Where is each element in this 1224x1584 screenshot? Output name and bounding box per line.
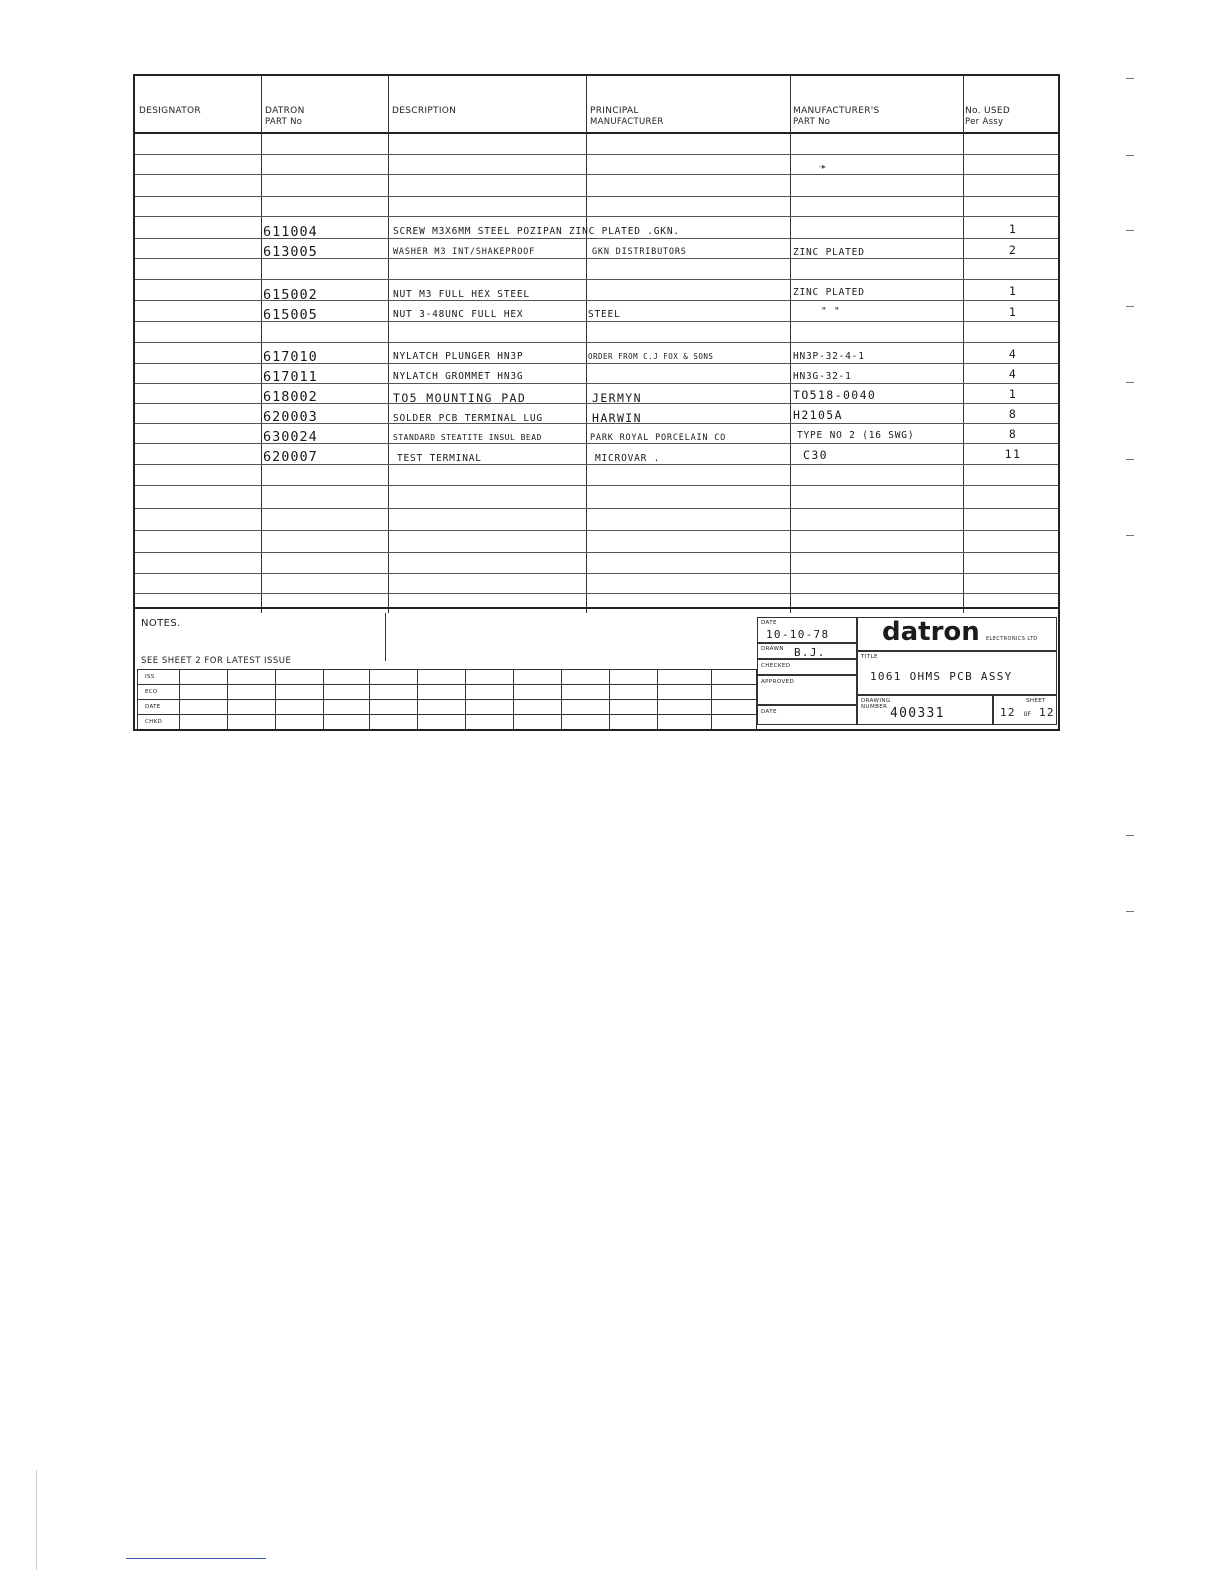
date-label: DATE: [761, 620, 777, 626]
title-block: [135, 607, 1058, 731]
issue-grid-line: [137, 669, 757, 670]
table-header: [135, 76, 1058, 134]
row-divider: [135, 196, 1058, 197]
eco-row-label: ECO: [145, 689, 158, 695]
margin-tick: [1126, 911, 1134, 912]
part-number-cell: 611004: [263, 224, 318, 240]
issue-grid-line: [137, 714, 757, 715]
date-value: 10-10-78: [766, 628, 830, 641]
column-divider: [963, 76, 964, 613]
drawn-value: B.J.: [794, 646, 826, 659]
description-cell: NYLATCH PLUNGER HN3P: [393, 351, 524, 362]
company-subtitle: ELECTRONICS LTD: [986, 636, 1038, 642]
mfr-part-cell: HN3P-32-4-1: [793, 351, 865, 362]
description-cell: SOLDER PCB TERMINAL LUG: [393, 413, 543, 424]
date-row-label: DATE: [145, 704, 161, 710]
header-qty-line2: Per Assy: [965, 117, 1004, 127]
column-divider: [261, 76, 262, 613]
checked-row-label: CHKD: [145, 719, 163, 725]
margin-tick: [1126, 306, 1134, 307]
drawing-number-value: 400331: [890, 706, 945, 721]
mfr-part-cell: HN3G-32-1: [793, 371, 852, 382]
issue-grid-line: [275, 669, 276, 729]
header-manufacturer: [590, 106, 664, 128]
manufacturer-cell: JERMYN: [592, 391, 642, 405]
part-number-cell: 620003: [263, 409, 318, 425]
issue-grid-line: [711, 669, 712, 729]
column-divider: [790, 76, 791, 613]
issue-grid-line: [417, 669, 418, 729]
description-cell: NYLATCH GROMMET HN3G: [393, 371, 524, 382]
row-divider: [135, 573, 1058, 574]
issue-grid-line: [609, 669, 610, 729]
mfr-part-cell: ZINC PLATED: [793, 287, 865, 298]
quantity-cell: 4: [1008, 347, 1018, 361]
mfr-part-cell: TO518-0040: [793, 388, 877, 402]
row-divider: [135, 593, 1058, 594]
issue-row-label: ISS: [145, 674, 155, 680]
header-manufacturer-line1: PRINCIPAL: [590, 106, 639, 116]
row-divider: [135, 154, 1058, 155]
description-cell: TO5 MOUNTING PAD: [393, 391, 527, 405]
sheet-current: 12: [1000, 706, 1016, 719]
title-box: [857, 651, 1057, 695]
row-divider: [135, 216, 1058, 217]
row-divider: [135, 530, 1058, 531]
datron-logo: datron: [882, 617, 980, 647]
row-divider: [135, 485, 1058, 486]
approved-box: [757, 675, 857, 705]
description-cell: NUT M3 FULL HEX STEEL: [393, 289, 530, 300]
header-qty-line1: No. USED: [965, 106, 1011, 116]
issue-grid-line: [465, 669, 466, 729]
scan-underline: [126, 1558, 266, 1559]
quantity-cell: 1: [1008, 222, 1018, 236]
part-number-cell: 618002: [263, 389, 318, 405]
part-number-cell: 615005: [263, 307, 318, 323]
sheet-of: OF: [1023, 711, 1032, 718]
issue-grid-line: [179, 669, 180, 729]
header-part-no: [265, 106, 305, 128]
header-qty: [965, 106, 1010, 128]
notes-text: SEE SHEET 2 FOR LATEST ISSUE: [141, 656, 292, 666]
mfr-part-cell: C30: [803, 448, 828, 462]
row-divider: [135, 552, 1058, 553]
approved-label: APPROVED: [761, 679, 795, 685]
header-designator: DESIGNATOR: [139, 106, 201, 116]
drawing-title: 1061 OHMS PCB ASSY: [870, 670, 1013, 683]
quantity-cell: 4: [1008, 367, 1018, 381]
margin-tick: [1126, 78, 1134, 79]
issue-grid-line: [137, 699, 757, 700]
margin-tick: [1126, 230, 1134, 231]
row-divider: [135, 279, 1058, 280]
margin-tick: [1126, 155, 1134, 156]
part-number-cell: 630024: [263, 429, 318, 445]
issue-grid-line: [323, 669, 324, 729]
margin-tick: [1126, 382, 1134, 383]
sheet-label: SHEET: [1026, 698, 1046, 704]
description-cell: SCREW M3X6MM STEEL POZIPAN ZINC PLATED .GKN.: [393, 226, 680, 237]
manufacturer-cell: HARWIN: [592, 411, 642, 425]
parts-list-sheet: [133, 74, 1060, 731]
drawing-number-label: DRAWING NUMBER: [861, 698, 891, 710]
header-description: DESCRIPTION: [392, 106, 457, 116]
margin-tick: [1126, 835, 1134, 836]
date-box: [757, 617, 857, 643]
sheet-number: [1000, 706, 1055, 719]
quantity-cell: 1: [1008, 284, 1018, 298]
description-cell: WASHER M3 INT/SHAKEPROOF: [393, 247, 536, 257]
issue-grid-line: [137, 684, 757, 685]
date2-box: [757, 705, 857, 725]
issue-grid-line: [513, 669, 514, 729]
header-manufacturer-line2: MANUFACTURER: [590, 117, 664, 127]
quantity-cell: 8: [1008, 427, 1018, 441]
quantity-cell: 2: [1008, 243, 1018, 257]
quantity-cell: 8: [1008, 407, 1018, 421]
sheet-total: 12: [1038, 706, 1055, 719]
date2-label: DATE: [761, 709, 777, 715]
row-divider: [135, 508, 1058, 509]
drawn-box: [757, 643, 857, 659]
mfr-part-cell: TYPE NO 2 (16 SWG): [797, 430, 915, 441]
row-divider: [135, 342, 1058, 343]
header-part-no-line2: PART No: [265, 117, 303, 127]
row-divider: [135, 174, 1058, 175]
checked-box: [757, 659, 857, 675]
issue-grid-line: [561, 669, 562, 729]
manufacturer-cell: PARK ROYAL PORCELAIN CO: [590, 433, 727, 443]
header-mfr-part: [793, 106, 880, 128]
scan-edge-line: [36, 1470, 37, 1570]
drawing-number-box: [857, 695, 993, 725]
notes-divider: [385, 613, 386, 661]
issue-grid-line: [657, 669, 658, 729]
checked-label: CHECKED: [761, 663, 791, 669]
notes-label: NOTES.: [141, 618, 181, 629]
mfr-part-cell: H2105A: [793, 408, 843, 422]
issue-grid-line: [369, 669, 370, 729]
part-number-cell: 615002: [263, 287, 318, 303]
margin-tick: [1126, 535, 1134, 536]
manufacturer-cell: ORDER FROM C.J FOX & SONS: [588, 352, 714, 361]
description-cell: NUT 3-48UNC FULL HEX: [393, 309, 524, 320]
quantity-cell: 1: [1008, 387, 1018, 401]
column-divider: [586, 76, 587, 613]
header-part-no-line1: DATRON: [265, 106, 305, 116]
header-mfr-part-line1: MANUFACTURER'S: [793, 106, 880, 116]
issue-grid-line: [137, 669, 138, 729]
issue-grid-line: [227, 669, 228, 729]
manufacturer-cell: GKN DISTRIBUTORS: [592, 247, 687, 257]
column-divider: [388, 76, 389, 613]
title-label: TITLE: [861, 654, 878, 660]
mfr-part-cell: " ": [821, 306, 841, 317]
mfr-part-cell: ZINC PLATED: [793, 247, 865, 258]
stray-mark: -▸: [819, 162, 826, 171]
sheet-box: [993, 695, 1057, 725]
part-number-cell: 613005: [263, 244, 318, 260]
description-cell: TEST TERMINAL: [397, 453, 482, 464]
margin-tick: [1126, 459, 1134, 460]
header-mfr-part-line2: PART No: [793, 117, 831, 127]
quantity-cell: 11: [1004, 447, 1022, 461]
manufacturer-cell: MICROVAR .: [595, 453, 661, 464]
issue-history-grid: [137, 669, 757, 729]
description-cell: STANDARD STEATITE INSUL BEAD: [393, 433, 542, 442]
part-number-cell: 620007: [263, 449, 318, 465]
drawn-label: DRAWN: [761, 646, 784, 652]
part-number-cell: 617011: [263, 369, 318, 385]
company-box: [857, 617, 1057, 651]
manufacturer-cell: STEEL: [588, 309, 621, 320]
quantity-cell: 1: [1008, 305, 1018, 319]
part-number-cell: 617010: [263, 349, 318, 365]
